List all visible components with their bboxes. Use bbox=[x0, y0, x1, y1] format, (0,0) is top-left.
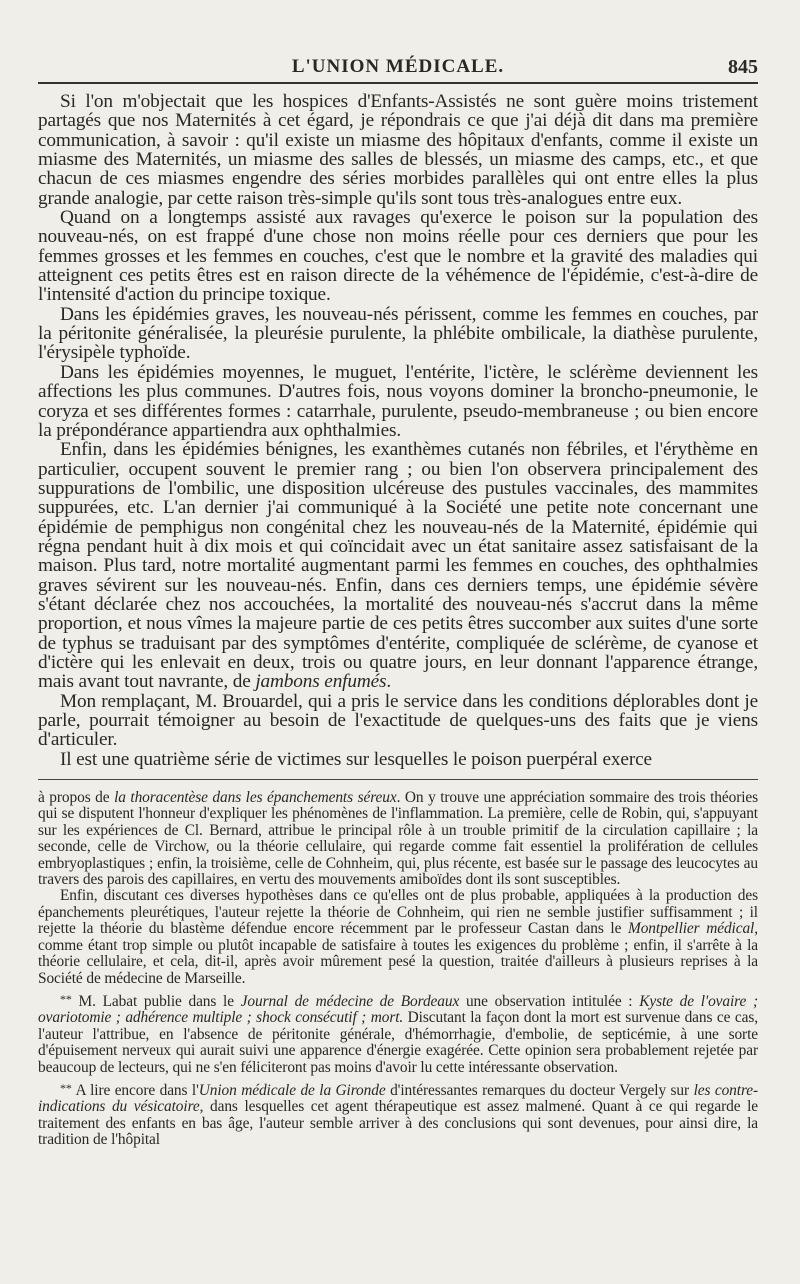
note-text: M. Labat publie dans le bbox=[78, 992, 234, 1010]
note-paragraph bbox=[38, 790, 758, 888]
page-number: 845 bbox=[728, 56, 758, 78]
note-italic: Kyste de l'ovaire ; ovariotomie ; adhérence multiple ; shock consécutif ; mort. bbox=[38, 992, 758, 1027]
main-text bbox=[38, 92, 758, 769]
note-text: , dans lesquelles cet agent thérapeutique est assez malmené. Quant à ce qui regarde le traitement des enfants en bas âge, l'auteur semble arriver à des conclusions qui sont devenues, pour ainsi dire, la tradition de l'hôpital bbox=[38, 1098, 758, 1149]
note-paragraph bbox=[38, 1080, 758, 1149]
note-italic: Journal de médecine de Bordeaux bbox=[240, 992, 460, 1010]
note-text: Discutant la façon dont la mort est survenue dans ce cas, l'auteur l'attribue, en l'absence de péritonite générale, d'hémorrhagie, d'embolie, de septicémie, à une sorte d'épuisement nerveux qui aurait suivi une apparence d'énergie exagérée. Cette opinion sera probablement rejetée par beaucoup de lecteurs, qui ne s'en féliciteront pas moins d'avoir lu cette intéressante observation. bbox=[38, 1009, 758, 1076]
asterism-star: * bbox=[60, 1080, 66, 1095]
note-text: Enfin, discutant ces diverses hypothèses dans ce qu'elles ont de plus probable, appliquées à la production des épanchements pleurétiques, l'auteur rejette la théorie de Cohnheim, qui rien ne semble justifier suffisamment ; il rejette la théorie du blastème défendue encore récemment par le professeur Castan dans le bbox=[38, 887, 758, 938]
paragraph: Si l'on m'objectait que les hospices d'Enfants-Assistés ne sont guère moins tristement partagés que nos Maternités à cet égard, je répondrais ce que j'ai déjà dit dans ma première communication, à savoir : qu'il existe un miasme des hôpitaux d'enfants, comme il existe un miasme des Maternités, un miasme des salles de blessés, un miasme des camps, etc., et que chacun de ces miasmes engendre des séries morbides parallèles qui ont entre elles la plus grande analogie, par cette raison très-simple qu'ils sont tous très-analogues entre eux. bbox=[38, 91, 758, 209]
asterism-star: * bbox=[60, 991, 66, 1006]
note-paragraph bbox=[38, 991, 758, 1076]
note-italic: Union médicale de la Gironde bbox=[198, 1081, 386, 1099]
header-rule bbox=[38, 82, 758, 84]
note-text: . On y trouve une appréciation sommaire des trois théories qui se disputent l'honneur d'expliquer les phénomènes de l'inflammation. La première, celle de Robin, qui, s'appuyant sur les expériences de Cl. Bernard, attribue le principal rôle à un trouble primitif de la circulation capillaire ; la seconde, celle de Virchow, ou la théorie cellulaire, qui regarde comme fait essentiel la prolifération de cellules embryoplastiques ; enfin, la troisième, celle de Cohnheim, qui, plus récente, est basée sur le passage des leucocytes au travers des parois des capillaires, en vertu des mouvements amiboïdes dont ils sont susceptibles. bbox=[38, 789, 759, 889]
notes-section bbox=[38, 790, 758, 1149]
paragraph bbox=[38, 440, 758, 691]
paragraph: Il est une quatrième série de victimes sur lesquelles le poison puerpéral exerce bbox=[60, 748, 652, 770]
note-italic: les contre-indications du vésicatoire bbox=[38, 1081, 759, 1116]
paragraph: Quand on a longtemps assisté aux ravages qu'exerce le poison sur la population des nouveau-nés, on est frappé d'une chose non moins réelle pour ces derniers que pour les femmes grosses et les femmes en couches, c'est que le nombre et la gravité des maladies qui atteignent ces petits êtres est en raison directe de la véhémence de l'épidémie, c'est-à-dire de l'intensité d'action du principe toxique. bbox=[38, 207, 758, 306]
note-text: à propos de bbox=[38, 789, 110, 807]
asterism bbox=[60, 1081, 72, 1095]
paragraph-end: . bbox=[386, 671, 392, 693]
asterism bbox=[60, 992, 72, 1006]
asterism-star: * bbox=[65, 1080, 72, 1095]
paragraph: Dans les épidémies graves, les nouveau-nés périssent, comme les femmes en couches, par la péritonite généralisée, la pleurésie purulente, la phlébite ombilicale, la diathèse purulente, l'érysipèle typhoïde. bbox=[38, 303, 758, 364]
paragraph: Mon remplaçant, M. Brouardel, qui a pris le service dans les conditions déplorables dont je parle, pourrait témoigner au besoin de l'exactitude de quelques-uns des faits que je viens d'articuler. bbox=[38, 690, 758, 751]
page-header bbox=[38, 52, 758, 80]
note-italic: Montpellier médical bbox=[627, 920, 755, 938]
note-text: A lire encore dans l' bbox=[75, 1081, 199, 1099]
italic-phrase: jambons enfumés bbox=[255, 671, 387, 693]
note-text: d'intéressantes remarques du docteur Vergely sur bbox=[390, 1081, 690, 1099]
running-title: L'UNION MÉDICALE. bbox=[291, 56, 505, 77]
note-text: , comme étant trop simple ou plutôt incapable de satisfaire à toutes les exigences du problème ; enfin, il s'arrête à la théorie cellulaire, et cela, dit-il, après avoir mûrement pesé la question, traitée d'ailleurs à plusieurs reprises à la Société de médecine de Marseille. bbox=[38, 920, 758, 987]
note-italic: la thoracentèse dans les épanchements séreux bbox=[114, 789, 397, 807]
paragraph-text: Enfin, dans les épidémies bénignes, les exanthèmes cutanés non fébriles, et l'érythème en particulier, occupent souvent le premier rang ; ou bien l'on observera principalement des suppurations de l'ombilic, une disposition ulcéreuse des pustules vaccinales, des mammites suppurées, etc. L'an dernier j'ai communiqué à la Société une petite note concernant une épidémie de pemphigus non congénital chez les nouveau-nés de la Maternité, épidémie qui régna pendant huit à dix mois et qui coïncidait avec un état sanitaire assez satisfaisant de la maison. Plus tard, notre mortalité augmentant parmi les femmes en couches, des ophthalmies graves sévirent sur les nouveau-nés. Enfin, dans ces derniers temps, une épidémie sévère s'étant déclarée chez nos accouchées, la mortalité des nouveau-nés s'accrut dans la même proportion, et nous vîmes la majeure partie de ces petits êtres succomber aux suites d'une sorte de typhus se traduisant par des symptômes d'entérite, compliquée de sclérème, de cyanose et d'ictère qui les enlevait en deux, trois ou quatre jours, en leur donnant l'apparence étrange, mais avant tout navrante, de bbox=[38, 439, 758, 693]
note-text: une observation intitulée : bbox=[465, 992, 633, 1010]
paragraph: Dans les épidémies moyennes, le muguet, l'entérite, l'ictère, le sclérème deviennent les affections les plus communes. D'autres fois, nous voyons dominer la broncho-pneumonie, le coryza et ses différentes formes : catarrhale, purulente, pseudo-membraneuse ; ou bien encore la prépondérance appartiendra aux ophthalmies. bbox=[38, 361, 758, 441]
footnote-rule bbox=[38, 779, 758, 780]
note-paragraph bbox=[38, 888, 758, 986]
asterism-star: * bbox=[65, 991, 72, 1006]
